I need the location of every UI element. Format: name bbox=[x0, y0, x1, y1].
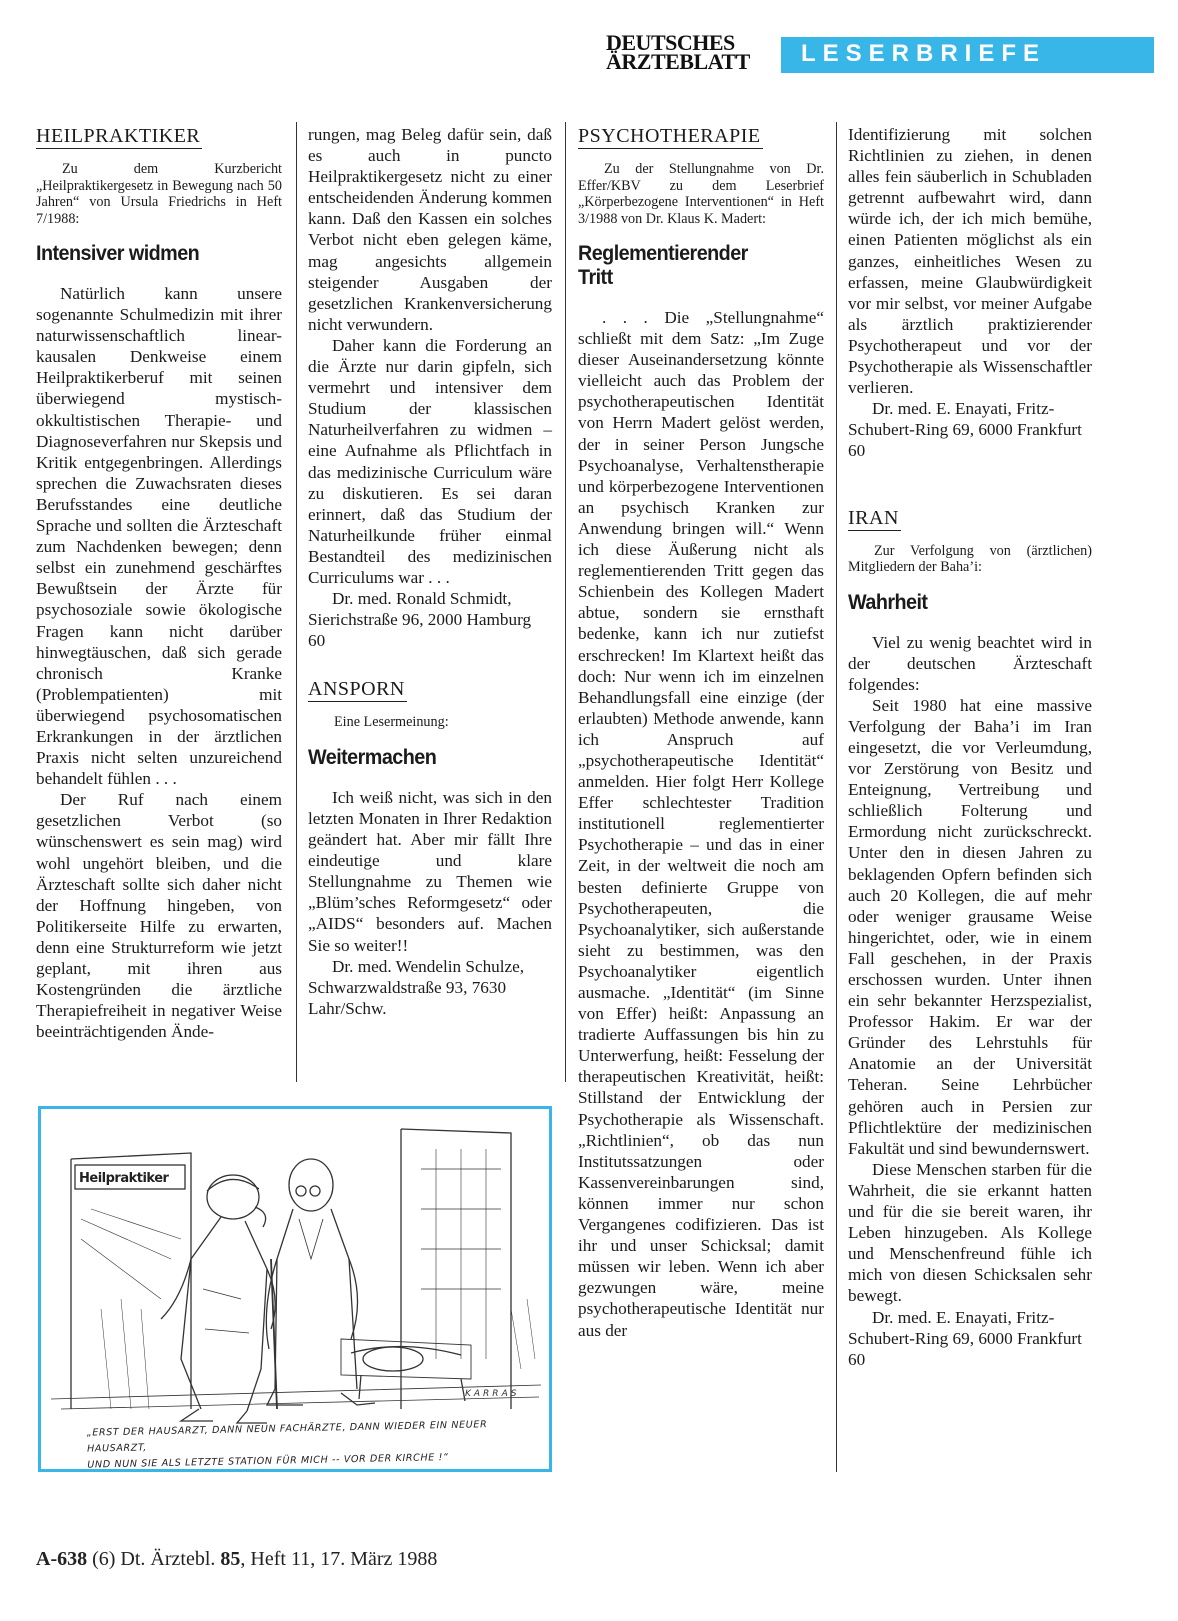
paragraph: Identifizierung mit solchen Richtlinien zu ziehen, in denen alles fein säuberlich in Schubladen getrennt aufbewahrt wird, dann würde ich, der ich mich bemühe, einen Patienten möglichst als ein ganzes, einheitliches Wesen zu erfassen, meine Glaubwürdigkeit vor mir selbst, vor meiner Aufgabe als ärztlich praktizierender Psychotherapeut und vor der Psychotherapie als Wissenschaftler verlieren. bbox=[848, 125, 1092, 398]
section-title: HEILPRAKTIKER bbox=[36, 125, 201, 147]
letter-signature: Dr. med. Wendelin Schulze, Schwarzwaldstraße 93, 7630 Lahr/Schw. bbox=[308, 956, 525, 1018]
footer-citation: (6) Dt. Ärztebl. bbox=[92, 1548, 216, 1570]
paragraph: Diese Menschen starben für die Wahrheit, die sie erkannt hatten und für die sie bereit waren, ihr Leben hinzugeben. Als Kollege und Menschenfreund fühle ich mich von diesen Schicksalen sehr bewegt. bbox=[848, 1159, 1092, 1306]
paragraph: Viel zu wenig beachtet wird in der deutschen Ärzteschaft folgendes: bbox=[848, 632, 1092, 694]
paragraph: Daher kann die Forderung an die Ärzte nur darin gipfeln, sich vermehrt und intensiver dem Studium der klassischen Naturheilverfahren zu widmen – eine Aufnahme als Pflichtfach in das medizinische Curriculum wäre zu diskutieren. Es sei daran erinnert, daß das Studium der Naturheilkunde früher einmal Bestandteil des medizinischen Curriculums war . . . bbox=[308, 335, 552, 587]
page-number: A-638 bbox=[36, 1548, 88, 1570]
letter-headline: Weitermachen bbox=[308, 744, 437, 769]
letter-intro: Zur Verfolgung von (ärztlichen) Mitgliedern der Baha’i: bbox=[848, 542, 1092, 575]
footer-volume: 85 bbox=[220, 1548, 241, 1570]
letter-signature: Dr. med. E. Enayati, Fritz-Schubert-Ring 69, 6000 Frankfurt 60 bbox=[848, 1307, 1082, 1369]
section-title: IRAN bbox=[848, 506, 899, 529]
cartoon-drawing bbox=[41, 1109, 549, 1469]
letter-headline: Intensiver widmen bbox=[36, 241, 200, 265]
section-title: ANSPORN bbox=[308, 678, 405, 701]
footer-issue: , Heft 11, 17. März 1988 bbox=[240, 1548, 438, 1570]
masthead bbox=[606, 30, 1154, 75]
paragraph: Ich weiß nicht, was sich in den letzten Monaten in Ihrer Redaktion geändert hat. Aber mir fällt Ihre eindeutige und klare Stellungnahme zu Themen wie „Blüm’sches Reformgesetz“ oder „AIDS“ besonders auf. Machen Sie so weiter!! bbox=[308, 787, 552, 955]
paragraph: rungen, mag Beleg dafür sein, daß es auch in puncto Heilpraktikergesetz nicht zu einer entscheidenden Änderung kommen kann. Daß den Kassen ein solches Verbot nicht eben gelegen käme, mag angesichts allgemein steigender Ausgaben der gesetzlichen Krankenversicherung nicht verwundern. bbox=[308, 125, 552, 334]
cartoon-artist-signature: KARRAS bbox=[465, 1389, 520, 1399]
column-3 bbox=[578, 124, 824, 1341]
column-4 bbox=[848, 124, 1092, 1370]
letter-headline: Reglementierender Tritt bbox=[578, 241, 748, 289]
letter-signature: Dr. med. Ronald Schmidt, Sierichstraße 96, 2000 Hamburg 60 bbox=[308, 589, 532, 651]
letter-signature: Dr. med. E. Enayati, Fritz-Schubert-Ring 69, 6000 Frankfurt 60 bbox=[848, 399, 1082, 461]
column-rule bbox=[565, 122, 566, 1082]
cartoon-caption: „ERST DER HAUSARZT, DANN NEUN FACHÄRZTE, DANN WIEDER EIN NEUER HAUSARZT, UND NUN SIE ALS LETZTE STATION FÜR MICH -- VOR DER KIRCHE !“ bbox=[86, 1419, 488, 1471]
cartoon bbox=[38, 1106, 552, 1472]
page-footer bbox=[36, 1548, 437, 1571]
paragraph: Seit 1980 hat eine massive Verfolgung der Baha’i im Iran eingesetzt, die vor Verleumdung, vor Zerstörung von Besitz und Enteignung, Vertreibung und schließlich Folterung und Ermordung nicht zurückschreckt. Unter den in diesen Jahren zu beklagenden Opfern befinden sich auch 20 Kollegen, die auf mehr oder weniger grausame Weise hingerichtet, oder, wie in einem Fall geschehen, in der Praxis erschossen wurden. Unter ihnen ein sehr bekannter Herzspezialist, Professor Hakim. Er war der Gründer des Lehrstuhls für Anatomie an der Universität Teheran. Seine Lehrbücher gehören auch in Persien zur Pflichtlektüre der medizinischen Fakultät und sind bewundernswert. bbox=[848, 695, 1092, 1158]
letter-intro: Eine Lesermeinung: bbox=[334, 714, 449, 731]
column-rule bbox=[296, 122, 297, 1082]
column-rule bbox=[836, 122, 837, 1472]
letter-intro: Zu dem Kurzbericht „Heilpraktikergesetz in Bewegung nach 50 Jahren“ von Ursula Friedrichs in Heft 7/1988: bbox=[36, 161, 282, 227]
letter-intro: Zu der Stellungnahme von Dr. Effer/KBV zu dem Leserbrief „Körperbezogene Interventionen“ in Heft 3/1988 von Dr. Klaus K. Madert: bbox=[578, 161, 824, 227]
paragraph: Der Ruf nach einem gesetzlichen Verbot (so wünschenswert es sein mag) wird wohl ungehört bleiben, und die Ärzteschaft sollte sich daher nicht der Hoffnung hingeben, von Politikerseite Hilfe zu erwarten, denn eine Strukturreform wie jetzt geplant, mit ihren aus Kostengründen die ärztliche Therapiefreiheit in negativer Weise beeinträchtigenden Ände- bbox=[36, 790, 282, 1042]
journal-logo: DEUTSCHES ÄRZTEBLATT bbox=[606, 30, 750, 74]
letter-headline: Wahrheit bbox=[848, 589, 928, 614]
column-2 bbox=[308, 124, 552, 1019]
column-1 bbox=[36, 124, 282, 1042]
section-banner bbox=[781, 37, 1154, 73]
cartoon-shop-sign: Heilpraktiker bbox=[79, 1171, 169, 1186]
section-banner-label: LESERBRIEFE bbox=[801, 40, 1047, 67]
paragraph: . . . Die „Stellungnahme“ schließt mit dem Satz: „Im Zuge dieser Auseinandersetzung könnte vielleicht auch das Problem der psychotherapeutischen Identität von Herrn Madert gelöst werden, der in seiner Person Jungsche Psychoanalyse, Verhaltenstherapie und körperbezogene Interventionen an psychisch Kranken zur Anwendung bringen will.“ Wenn ich diese Äußerung nicht als reglementierenden Tritt gegen das Schienbein des Kollegen Madert abtue, sondern sie ernsthaft bedenke, kann ich nur zutiefst erschrecken! Im Klartext heißt das doch: Nur wenn ich im einzelnen Behandlungsfall eine einzige (der erlaubten) Methode anwende, kann ich Anspruch auf „psychotherapeutische Identität“ anmelden. Hier folgt Herr Kollege Effer schlechtester Tradition institutionell reglementierter Psychotherapie – und das in einer Zeit, in der weltweit die noch am besten definierte Gruppe von Psychotherapeuten, die Psychoanalytiker, sich außerstande sieht zu bestimmen, was den Psychoanalytiker eigentlich ausmache. „Identität“ (im Sinne von Effer) heißt: Anpassung an tradierte Auffassungen bis hin zu Unterwerfung, heißt: Fesselung der therapeutischen Kreativität, heißt: Stillstand der Entwicklung der Psychotherapie als Wissenschaft. „Richtlinien“, ob das nun Institutssatzungen oder Kassenvereinbarungen sind, können immer nur schon Vergangenes codifizieren. Das ist ihr und unser Schicksal; damit müssen wir leben. Wenn ich aber gezwungen wäre, meine psychotherapeutische Identität nur aus der bbox=[578, 308, 824, 1340]
paragraph: Natürlich kann unsere sogenannte Schulmedizin mit ihrer naturwissenschaftlich linear-kausalen Denkweise einem Heilpraktikerberuf mit seinen überwiegend mystisch-okkultistischen Therapie- und Diagnoseverfahren nur Skepsis und Kritik entgegenbringen. Allerdings sprechen die Zuwachsraten dieses Berufsstandes eine deutliche Sprache und sollten die Ärzteschaft zum Nachdenken bewegen; denn selbst ein zunehmend geschärftes Bewußtsein der Ärzte für psychosoziale sowie ökologische Fragen kann nicht darüber hinwegtäuschen, daß sich gerade chronisch Kranke (Problempatienten) mit überwiegend psychosomatischen Erkrankungen in der ärztlichen Praxis nicht selten unzureichend behandelt fühlen . . . bbox=[36, 284, 282, 789]
section-title: PSYCHOTHERAPIE bbox=[578, 125, 761, 147]
